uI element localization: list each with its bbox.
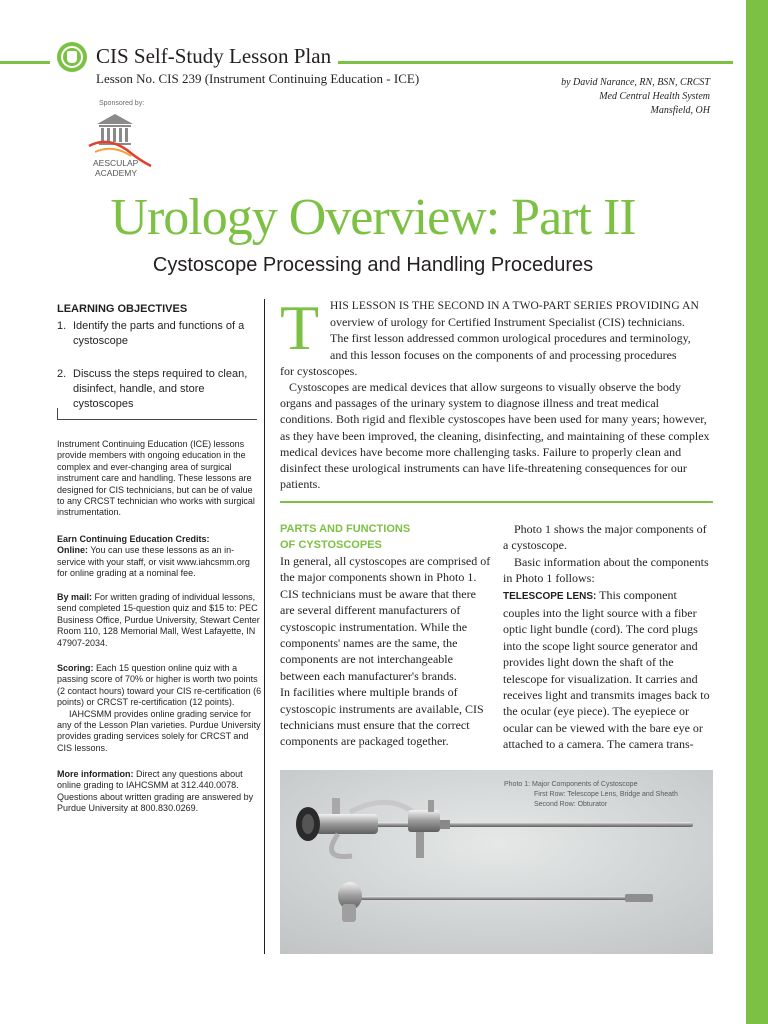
intro-paragraph-2: Cystoscopes are medical devices that allow surgeons to visually observe the body organs and passages of the urinary system to diagnose illness and treat medical conditions. Both rigid and flexible cystoscopes have been used for many years; however, as they have been improved, the cleaning, disinfecting, and maintaining of these complex medical devices have become more challenging tasks. Failure to properly clean and disinfect these urological instruments can have life-threatening consequences for our patients.: [280, 380, 710, 492]
iahcsmm-logo-icon: [57, 42, 87, 72]
parts-paragraph-1: In general, all cystoscopes are comprised of the major components shown in Photo 1. CIS technicians must be aware that there are several different manufacturers of cystoscopic instrumentation. While the components' names are the same, the components are not interchangeable between each manufacturer's brands.: [280, 554, 491, 683]
more-info-label: More information:: [57, 769, 134, 779]
parts-heading-1: PARTS AND FUNCTIONS: [280, 523, 411, 535]
objectives-rule-cap: [57, 408, 58, 419]
mail-label: By mail:: [57, 592, 93, 602]
objectives-heading: LEARNING OBJECTIVES: [57, 303, 188, 315]
aesculap-academy-logo: [87, 110, 157, 180]
location: Mansfield, OH: [650, 105, 710, 116]
components-section: [503, 521, 713, 753]
page-title: Urology Overview: Part II: [110, 189, 636, 246]
credits-block: Earn Continuing Education Credits: Online: You can use these lessons as an in-service with your staff, or visit www.iahcsmm.org for online grading at a nominal fee.: [57, 534, 250, 579]
photo-caption: Photo 1: Major Components of Cystoscope First Row: Telescope Lens, Bridge and Sheath Second Row: Obturator: [504, 781, 678, 808]
sponsor-label: Sponsored by:: [99, 100, 145, 107]
series-title: CIS Self-Study Lesson Plan: [96, 44, 332, 68]
more-info-block: More information: Direct any questions about online grading to IAHCSMM at 312.440.0078. Questions about written grading are answered by Purdue University at 800.830.0269.: [57, 769, 254, 814]
header-rule-left: [0, 61, 50, 64]
sponsor-name-2: ACADEMY: [95, 168, 138, 178]
telescope-paragraph: TELESCOPE LENS: This component couples into the light source with a fiber optic light bundle (cord). The cord plugs into the scope light source generator and provides light down the shaft of the telescope for visualization. It carries and receives light and transmits images back to the ocular (eye piece). The eyepiece or ocular can be viewed with the bare eye or attached to a camera. The camera trans-: [503, 587, 710, 752]
drop-cap: T: [280, 292, 320, 363]
objectives-rule: [57, 419, 257, 420]
components-paragraph-1: Photo 1 shows the major components of a cystoscope.: [503, 522, 707, 553]
online-label: Online:: [57, 545, 88, 556]
section-rule: [280, 501, 713, 503]
scoring-label: Scoring:: [57, 663, 94, 673]
accent-side-bar: [746, 0, 768, 1024]
affiliation: Med Central Health System: [599, 91, 710, 102]
scoring-block: Scoring: Each 15 question online quiz with a passing score of 70% or higher is worth two points (2 contact hours) toward your CIS re-certification (6 points) or CRCST re-certification (12 points). IAHCSMM provides online grading service for any of the Lesson Plan varieties. Purdue University provides grading services solely for CRCST and CIS lessons.: [57, 663, 262, 753]
column-divider: [264, 299, 265, 954]
lesson-number: Lesson No. CIS 239 (Instrument Continuing Education - ICE): [96, 71, 420, 86]
byline: [561, 76, 710, 118]
components-paragraph-2: Basic information about the components in Photo 1 follows:: [503, 554, 709, 586]
objective-item: 2. Discuss the steps required to clean, disinfect, handle, and store cystoscopes: [57, 368, 248, 410]
objective-item: 1. Identify the parts and functions of a cystoscope: [57, 320, 245, 347]
parts-paragraph-2: In facilities where multiple brands of cystoscopic instruments are available, CIS technicians must ensure that the correct components are packaged together.: [280, 685, 484, 749]
author: by David Narance, RN, BSN, CRCST: [561, 77, 710, 88]
objectives-list: [57, 319, 262, 430]
ice-description: Instrument Continuing Education (ICE) lessons provide members with ongoing education in the complex and ever-changing area of surgical instrument care and handling. These lessons are designed for CIS technicians, but can be of value to any CRCST technician who works with surgical instrumentation.: [57, 439, 255, 518]
intro-text: HIS LESSON IS THE SECOND IN A TWO-PART SERIES PROVIDING AN overview of urology for Certified Instrument Specialist (CIS) technicians. The first lesson addressed common urological procedures and terminology, and this lesson focuses on the components of and processing procedures for cystoscopes. Cystoscopes are medical devices that allow surgeons to visually observe the body organs and passages of the urinary system to diagnose illness and treat medical conditions. Both rigid and flexible cystoscopes have been used for many years; however, as they have been improved, the cleaning, disinfecting, and maintaining of these complex medical devices have become more challenging tasks. Failure to properly clean and disinfect these urological instruments can have life-threatening consequences for our patients.: [280, 300, 710, 492]
mail-block: By mail: For written grading of individual lessons, send completed 15-question quiz and $15 to: PEC Business Office, Purdue University, Stewart Center Room 110, 128 Memorial Mall, West Lafayette, IN 47907-2034.: [57, 592, 260, 648]
parts-heading-2: OF CYSTOSCOPES: [280, 539, 382, 551]
credits-heading: Earn Continuing Education Credits:: [57, 534, 210, 544]
telescope-label: TELESCOPE LENS:: [503, 590, 597, 602]
page-subtitle: Cystoscope Processing and Handling Procedures: [152, 254, 594, 276]
parts-section: [280, 521, 493, 750]
header-rule-right: [338, 61, 733, 64]
sponsor-name-1: AESCULAP: [93, 158, 139, 168]
